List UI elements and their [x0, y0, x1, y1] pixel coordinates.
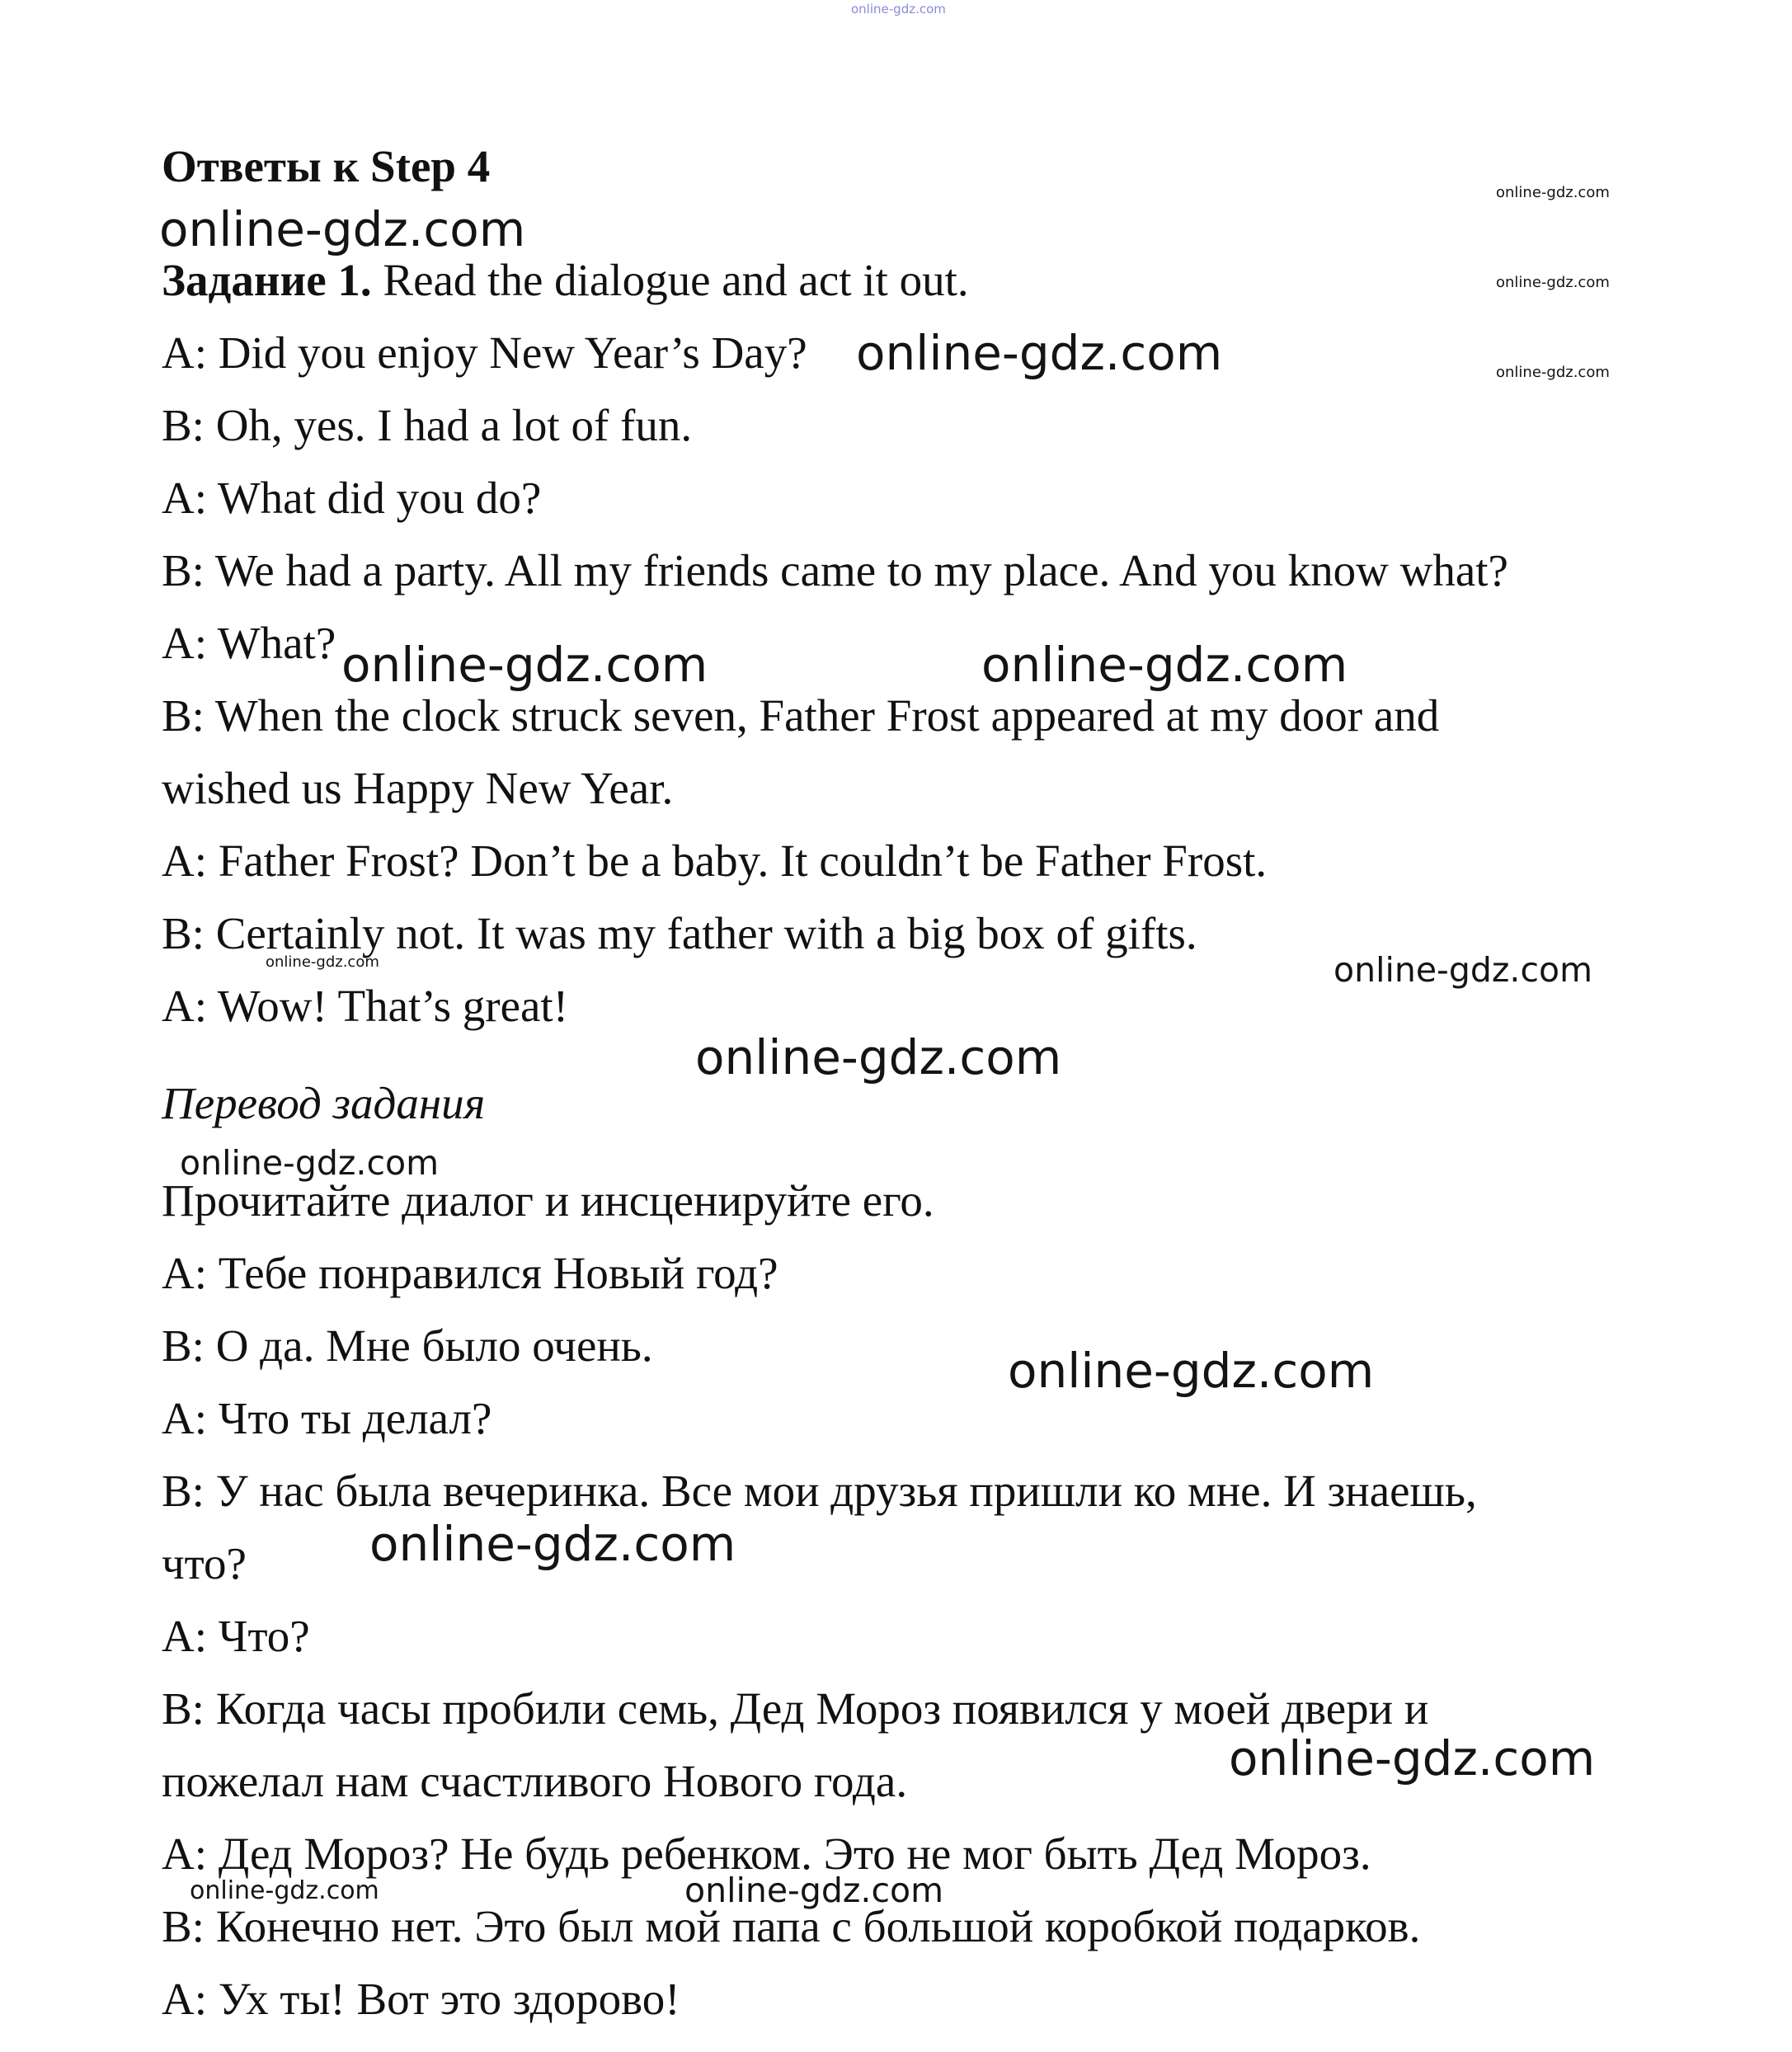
dialogue-line-en: B: Certainly not. It was my father with a big box of gifts. [162, 908, 1197, 958]
watermark-text: online-gdz.com [159, 201, 526, 257]
dialogue-line-en: wished us Happy New Year. [162, 763, 674, 813]
dialogue-line-ru: что? [162, 1538, 247, 1588]
dialogue-line-ru: А: Тебе понравился Новый год? [162, 1248, 778, 1298]
dialogue-line-en: A: What? [162, 618, 336, 668]
watermark-text: online-gdz.com [684, 1871, 944, 1910]
watermark-top: online-gdz.com [851, 2, 946, 16]
watermark-text: online-gdz.com [981, 637, 1348, 693]
translation-task: Прочитайте диалог и инсценируйте его. [162, 1175, 934, 1226]
dialogue-line-ru: В: Когда часы пробили семь, Дед Мороз появился у моей двери и [162, 1683, 1429, 1734]
page-title: Ответы к Step 4 [162, 141, 491, 191]
dialogue-line-en: A: Father Frost? Don’t be a baby. It couldn’t be Father Frost. [162, 835, 1268, 886]
dialogue-line-en: B: When the clock struck seven, Father Frost appeared at my door and [162, 690, 1440, 741]
dialogue-line-ru: А: Дед Мороз? Не будь ребенком. Это не мог быть Дед Мороз. [162, 1828, 1371, 1879]
dialogue-line-en: A: What did you do? [162, 473, 542, 523]
dialogue-line-ru: В: У нас была вечеринка. Все мои друзья пришли ко мне. И знаешь, [162, 1466, 1477, 1516]
watermark-text: online-gdz.com [1496, 364, 1610, 381]
task-label: Задание 1. [162, 255, 372, 305]
watermark-text: online-gdz.com [190, 1876, 379, 1905]
dialogue-line-en: B: Oh, yes. I had a lot of fun. [162, 400, 693, 450]
dialogue-line-ru: А: Что ты делал? [162, 1393, 492, 1443]
watermark-text: online-gdz.com [856, 325, 1223, 381]
watermark-text: online-gdz.com [1229, 1730, 1596, 1786]
dialogue-line-en: B: We had a party. All my friends came to my place. And you know what? [162, 545, 1508, 595]
dialogue-line-en: A: Wow! That’s great! [162, 981, 569, 1031]
dialogue-line-ru: А: Ух ты! Вот это здорово! [162, 1974, 680, 2024]
task-text: Read the dialogue and act it out. [383, 255, 969, 305]
watermark-text: online-gdz.com [1333, 950, 1593, 990]
watermark-text: online-gdz.com [1496, 184, 1610, 201]
dialogue-line-ru: А: Что? [162, 1611, 310, 1661]
dialogue-line-ru: В: О да. Мне было очень. [162, 1320, 653, 1371]
watermark-text: online-gdz.com [1008, 1343, 1375, 1399]
watermark-text: online-gdz.com [341, 637, 708, 693]
dialogue-line-ru: В: Конечно нет. Это был мой папа с большой коробкой подарков. [162, 1901, 1421, 1951]
dialogue-line-en: A: Did you enjoy New Year’s Day? [162, 327, 807, 378]
task-line [162, 254, 969, 307]
watermark-text: online-gdz.com [369, 1516, 736, 1572]
watermark-text: online-gdz.com [266, 953, 379, 971]
translation-heading: Перевод задания [162, 1078, 486, 1128]
watermark-text: online-gdz.com [180, 1143, 440, 1183]
watermark-text: online-gdz.com [1496, 274, 1610, 291]
watermark-text: online-gdz.com [695, 1029, 1062, 1085]
dialogue-line-ru: пожелал нам счастливого Нового года. [162, 1756, 908, 1806]
